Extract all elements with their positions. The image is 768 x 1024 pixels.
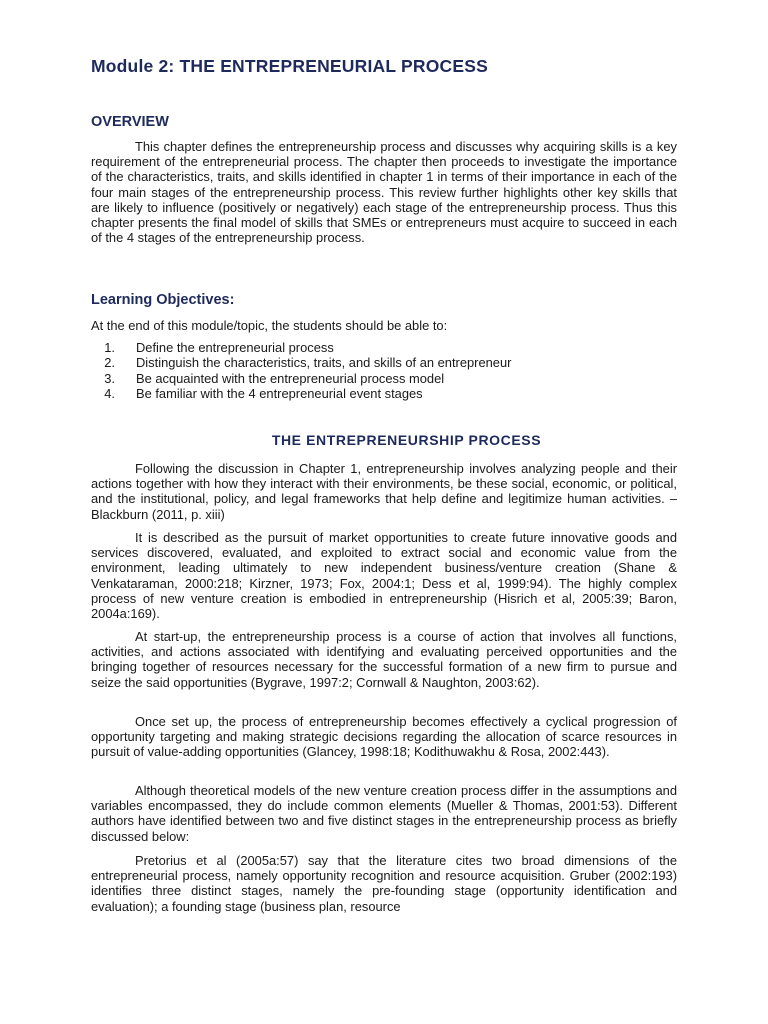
overview-heading: OVERVIEW (91, 114, 169, 130)
list-item: 4. Be familiar with the 4 entrepreneurial event stages (104, 385, 423, 401)
process-paragraph-2: It is described as the pursuit of market opportunities to create future innovative goods and services discovered, evaluated, and exploited to extract social and economic value from the environment, leading ultimately to new independent business/venture creation (Shane & Venkataraman, 2000:218; Kirzner, 1973; Fox, 2004:1; Dess et al, 1999:94). The highly complex process of new venture creation is embodied in entrepreneurship (Hisrich et al, 2005:39; Baron, 2004a:169). (91, 530, 677, 622)
overview-paragraph: This chapter defines the entrepreneurship process and discusses why acquiring skills is a key requirement of the entrepreneurial process. The chapter then proceeds to investigate the importance of the characteristics, traits, and skills identified in chapter 1 in terms of their importance in each of the four main stages of the entrepreneurship process. This review further highlights other key skills that are likely to influence (positively or negatively) each stage of the entrepreneurship process. Thus this chapter presents the final model of skills that SMEs or entrepreneurs must acquire to succeed in each of the 4 stages of the entrepreneurship process. (91, 139, 677, 246)
list-item: 3. Be acquainted with the entrepreneurial process model (104, 370, 445, 386)
entrepreneurship-process-heading: THE ENTREPRENEURSHIP PROCESS (271, 432, 542, 448)
process-paragraph-6: Pretorius et al (2005a:57) say that the literature cites two broad dimensions of the entrepreneurial process, namely opportunity recognition and resource acquisition. Gruber (2002:193) identifies three distinct stages, namely the pre-founding stage (opportunity identification and evaluation); a founding stage (business plan, resource (91, 853, 677, 914)
list-item: 1. Define the entrepreneurial process (104, 340, 334, 355)
process-paragraph-1: Following the discussion in Chapter 1, entrepreneurship involves analyzing people and their actions together with how they interact with their environments, be these social, economic, or political, and the institutional, policy, and legal frameworks that help define and legitimize human activities. – Blackburn (2011, p. xiii) (91, 461, 677, 522)
objectives-list (91, 340, 511, 401)
page-title: Module 2: THE ENTREPRENEURIAL PROCESS (91, 56, 488, 76)
objectives-intro: At the end of this module/topic, the students should be able to: (91, 318, 448, 333)
process-paragraph-4: Once set up, the process of entrepreneurship becomes effectively a cyclical progression of opportunity targeting and making strategic decisions regarding the allocation of scarce resources in pursuit of value-adding opportunities (Glancey, 1998:18; Kodithuwakhu & Rosa, 2002:443). (91, 714, 677, 760)
list-item: 2. Distinguish the characteristics, traits, and skills of an entrepreneur (104, 355, 512, 371)
process-paragraph-5: Although theoretical models of the new venture creation process differ in the assumptions and variables encompassed, they do include common elements (Mueller & Thomas, 2001:53). Different authors have identified between two and five distinct stages in the entrepreneurship process as briefly discussed below: (91, 783, 677, 844)
process-paragraph-3: At start-up, the entrepreneurship process is a course of action that involves all functions, activities, and actions associated with identifying and evaluating perceived opportunities and the bringing together of resources necessary for the successful formation of a new firm to pursue and seize the said opportunities (Bygrave, 1997:2; Cornwall & Naughton, 2003:62). (91, 629, 677, 690)
learning-objectives-heading: Learning Objectives: (91, 292, 235, 308)
